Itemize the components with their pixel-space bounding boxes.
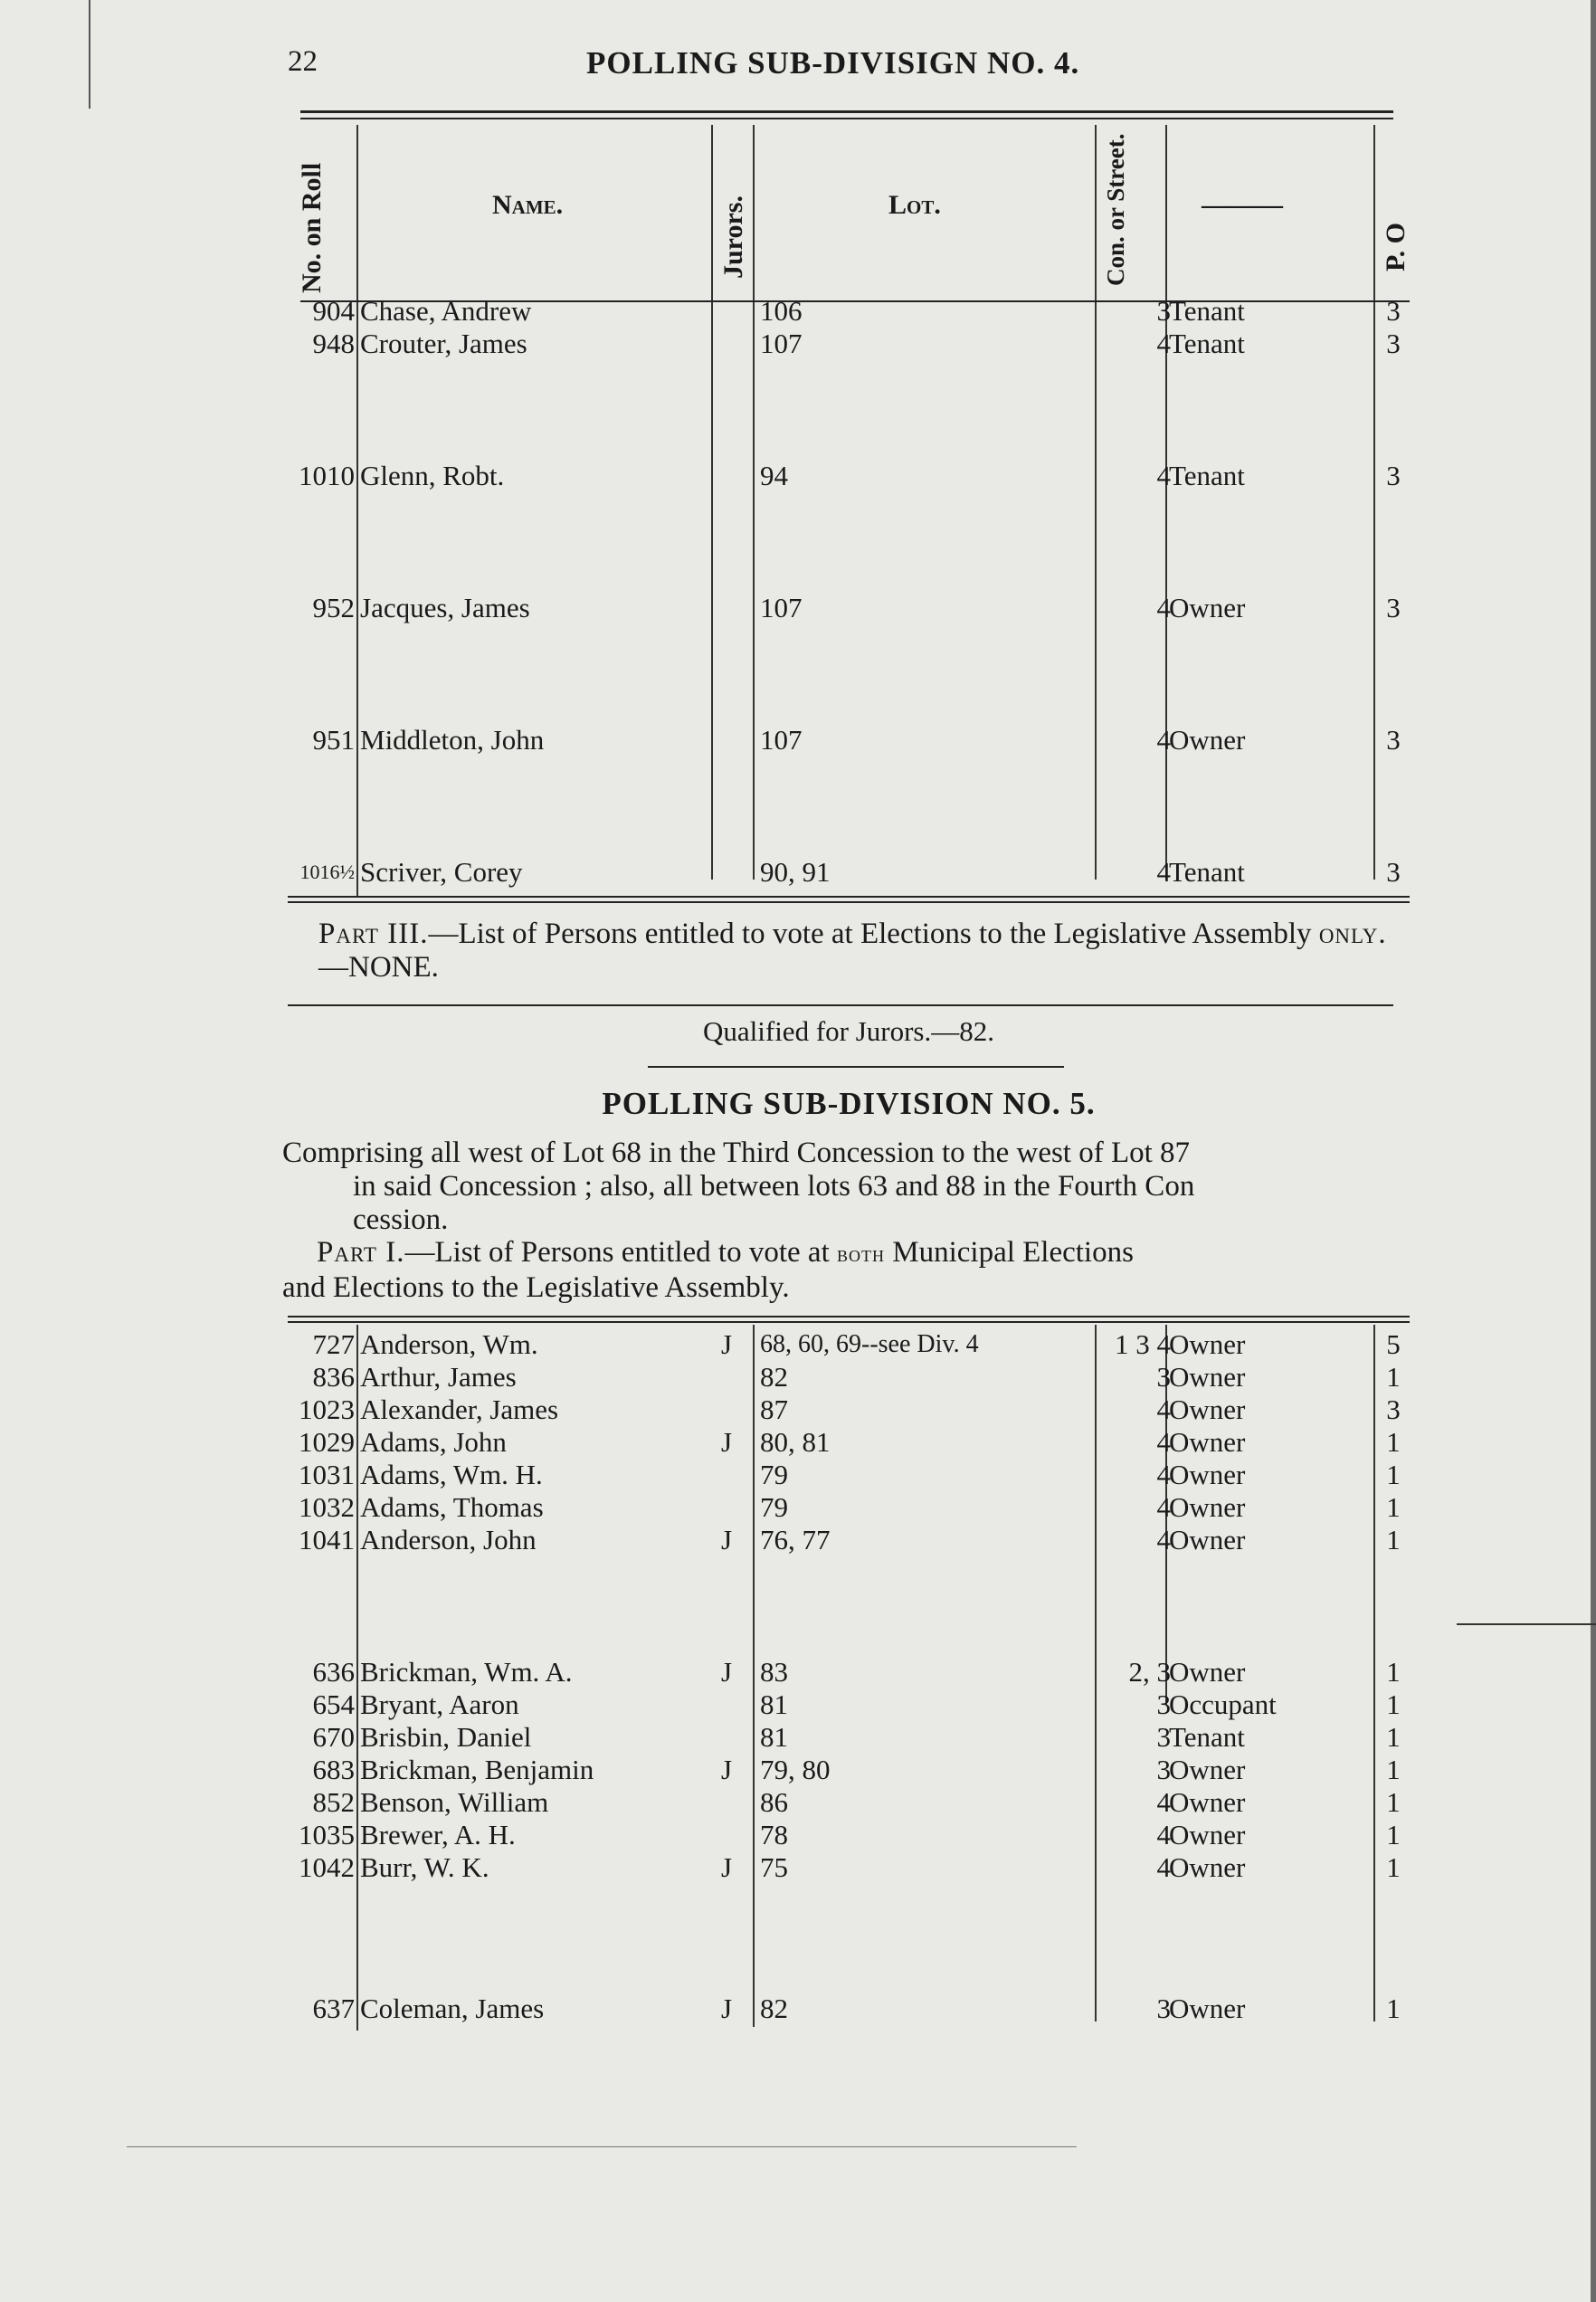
part-one-text: —List of Persons entitled to vote at: [404, 1236, 830, 1269]
lot-number: 80, 81: [760, 1426, 831, 1458]
post-office: 3: [1386, 724, 1401, 756]
comprising-paragraph: [282, 1137, 1409, 1237]
concession: 4: [1156, 1491, 1171, 1523]
page-edge: [1591, 0, 1596, 2302]
voter-name: Benson, William: [360, 1786, 549, 1818]
table-row: [288, 1754, 1410, 1786]
header-jurors: Jurors.: [718, 195, 748, 279]
juror-mark: J: [720, 1656, 733, 1688]
roll-number: 1041: [299, 1524, 355, 1555]
column-divider: [1373, 125, 1375, 880]
tenure-status: Tenant: [1169, 460, 1245, 491]
post-office: 3: [1386, 295, 1401, 327]
post-office: 1: [1386, 1426, 1401, 1458]
lot-number: 79, 80: [760, 1754, 831, 1785]
concession: 4: [1156, 460, 1171, 491]
part-one-line: and Elections to the Legislative Assembly.: [282, 1271, 790, 1304]
post-office: 3: [1386, 460, 1401, 491]
bottom-bleed-line: [127, 2146, 1077, 2147]
roll-number: 948: [312, 328, 355, 359]
voter-name: Middleton, John: [360, 724, 545, 756]
post-office: 1: [1386, 1361, 1401, 1393]
roll-number: 836: [312, 1361, 355, 1393]
roll-number: 1029: [299, 1426, 355, 1458]
lot-number: 81: [760, 1721, 788, 1753]
concession: 4: [1156, 1524, 1171, 1555]
lot-number: 94: [760, 460, 788, 491]
page-number: 22: [288, 45, 318, 78]
voter-name: Arthur, James: [360, 1361, 517, 1393]
voter-name: Brickman, Wm. A.: [360, 1656, 573, 1688]
comprising-line: cession.: [353, 1203, 449, 1236]
roll-number: 1032: [299, 1491, 355, 1523]
concession: 4: [1156, 1851, 1171, 1883]
subdivision-five-title: POLLING SUB-DIVISION NO. 5.: [602, 1086, 1096, 1121]
post-office: 3: [1386, 1394, 1401, 1425]
post-office: 3: [1386, 592, 1401, 623]
lot-number: 87: [760, 1394, 788, 1425]
voter-name: Brewer, A. H.: [360, 1819, 516, 1850]
page-edge-mark: [89, 0, 90, 109]
comprising-line: in said Concession ; also, all between lots 63 and 88 in the Fourth Con: [353, 1170, 1195, 1203]
voter-name: Scriver, Corey: [360, 856, 523, 888]
voter-name: Anderson, John: [360, 1524, 537, 1555]
tenure-status: Owner: [1169, 1656, 1246, 1688]
table-row: [288, 592, 1410, 624]
concession: 3: [1156, 295, 1171, 327]
roll-number: 683: [312, 1754, 355, 1785]
voter-name: Adams, Wm. H.: [360, 1459, 543, 1490]
concession: 3: [1156, 1688, 1171, 1720]
table-row: [288, 295, 1410, 328]
concession: 4: [1156, 328, 1171, 359]
tenure-status: Owner: [1169, 1491, 1246, 1523]
table-row: [288, 1524, 1410, 1556]
post-office: 1: [1386, 1786, 1401, 1818]
roll-number: 654: [312, 1688, 355, 1720]
voters-table-division-5: [288, 1325, 1410, 2031]
table-row: [288, 1688, 1410, 1721]
lot-number: 90, 91: [760, 856, 831, 888]
voter-name: Alexander, James: [360, 1394, 559, 1425]
concession: 4: [1156, 724, 1171, 756]
voter-name: Glenn, Robt.: [360, 460, 505, 491]
post-office: 3: [1386, 328, 1401, 359]
post-office: 1: [1386, 1524, 1401, 1555]
tenure-status: Owner: [1169, 1819, 1246, 1850]
short-rule: [648, 1066, 1064, 1068]
tenure-status: Owner: [1169, 1786, 1246, 1818]
column-divider: [356, 125, 358, 896]
comprising-line: Comprising all west of Lot 68 in the Third Concession to the west of Lot 87: [282, 1137, 1191, 1169]
concession: 2, 3: [1128, 1656, 1171, 1688]
voter-name: Adams, Thomas: [360, 1491, 544, 1523]
lot-number: 68, 60, 69--see Div. 4: [760, 1330, 979, 1358]
concession: 3: [1156, 1754, 1171, 1785]
lot-number: 82: [760, 1993, 788, 2024]
concession: 4: [1156, 1426, 1171, 1458]
part-one-label: Part I.: [317, 1236, 405, 1269]
concession: 4: [1156, 856, 1171, 888]
voter-name: Crouter, James: [360, 328, 527, 359]
tenure-status: Owner: [1169, 1394, 1246, 1425]
concession: 4: [1156, 1394, 1171, 1425]
lot-number: 107: [760, 592, 803, 623]
roll-number: 1042: [299, 1851, 355, 1883]
part-one-paragraph: [282, 1236, 1409, 1305]
table-row: [288, 1361, 1410, 1394]
lot-number: 106: [760, 295, 803, 327]
roll-number: 1010: [299, 460, 355, 491]
concession: 4: [1156, 1819, 1171, 1850]
roll-number: 904: [312, 295, 355, 327]
table-row: [288, 1851, 1410, 1884]
post-office: 1: [1386, 1993, 1401, 2024]
table-top-rule: [288, 1321, 1410, 1323]
part-three-label: Part III.: [318, 918, 429, 950]
juror-mark: J: [720, 1524, 733, 1555]
roll-number: 636: [312, 1656, 355, 1688]
lot-number: 107: [760, 328, 803, 359]
voter-name: Chase, Andrew: [360, 295, 532, 327]
lot-number: 75: [760, 1851, 788, 1883]
roll-number: 670: [312, 1721, 355, 1753]
table-row: [288, 1819, 1410, 1851]
tenure-status: Owner: [1169, 724, 1246, 756]
header-rule: [300, 118, 1393, 119]
header-con-street: Con. or Street.: [1102, 133, 1129, 286]
post-office: 1: [1386, 1721, 1401, 1753]
concession: 4: [1156, 1459, 1171, 1490]
table-row: [288, 1721, 1410, 1754]
part-three-paragraph: [318, 918, 1409, 985]
concession: 3: [1156, 1721, 1171, 1753]
table-row: [288, 1993, 1410, 2025]
header-po: P. O: [1381, 223, 1411, 271]
concession: 1 3 4: [1115, 1328, 1171, 1360]
tenure-status: Occupant: [1169, 1688, 1277, 1720]
table-row: [288, 856, 1410, 889]
table-row: [288, 460, 1410, 492]
lot-number: 76, 77: [760, 1524, 831, 1555]
tenure-status: Owner: [1169, 1993, 1246, 2024]
part-one-both: both: [837, 1242, 885, 1267]
post-office: 5: [1386, 1328, 1401, 1360]
roll-number: 1016½: [299, 861, 355, 883]
header-dash: ———: [1202, 190, 1283, 220]
tenure-status: Owner: [1169, 1328, 1246, 1360]
column-divider: [1095, 125, 1097, 880]
tenure-status: Tenant: [1169, 1721, 1245, 1753]
table-row: [288, 1328, 1410, 1361]
concession: 3: [1156, 1993, 1171, 2024]
post-office: 1: [1386, 1491, 1401, 1523]
header-lot: Lot.: [888, 190, 941, 220]
voter-name: Anderson, Wm.: [360, 1328, 538, 1360]
table-bottom-rule: [288, 901, 1410, 903]
voter-name: Burr, W. K.: [360, 1851, 489, 1883]
lot-number: 79: [760, 1491, 788, 1523]
voter-name: Brisbin, Daniel: [360, 1721, 532, 1753]
roll-number: 1023: [299, 1394, 355, 1425]
column-divider: [1165, 125, 1167, 880]
roll-number: 952: [312, 592, 355, 623]
juror-mark: J: [720, 1754, 733, 1785]
juror-mark: J: [720, 1328, 733, 1360]
table-row: [288, 1491, 1410, 1524]
post-office: 3: [1386, 856, 1401, 888]
margin-mark: [1457, 1623, 1596, 1625]
column-divider: [711, 125, 713, 880]
table-bottom-rule: [288, 896, 1410, 898]
roll-number: 727: [312, 1328, 355, 1360]
tenure-status: Owner: [1169, 1524, 1246, 1555]
juror-mark: J: [720, 1851, 733, 1883]
header-roll: No. on Roll: [297, 162, 327, 293]
post-office: 1: [1386, 1688, 1401, 1720]
part-one-text: Municipal Elections: [892, 1236, 1134, 1269]
running-head: [288, 45, 1401, 90]
roll-number: 951: [312, 724, 355, 756]
lot-number: 82: [760, 1361, 788, 1393]
tenure-status: Owner: [1169, 1851, 1246, 1883]
lot-number: 83: [760, 1656, 788, 1688]
concession: 4: [1156, 1786, 1171, 1818]
tenure-status: Owner: [1169, 1426, 1246, 1458]
roll-number: 1031: [299, 1459, 355, 1490]
lot-number: 81: [760, 1688, 788, 1720]
tenure-status: Owner: [1169, 592, 1246, 623]
lot-number: 86: [760, 1786, 788, 1818]
lot-number: 107: [760, 724, 803, 756]
tenure-status: Tenant: [1169, 856, 1245, 888]
post-office: 1: [1386, 1819, 1401, 1850]
part-three-text: —List of Persons entitled to vote at Elections to the Legislative Assembly: [428, 918, 1312, 950]
table-row: [288, 1786, 1410, 1819]
tenure-status: Owner: [1169, 1754, 1246, 1785]
voter-name: Jacques, James: [360, 592, 530, 623]
qualified-jurors-note: Qualified for Jurors.—82.: [703, 1015, 994, 1047]
section-rule: [288, 1004, 1393, 1006]
roll-number: 852: [312, 1786, 355, 1818]
voters-table-division-4: [288, 125, 1410, 903]
juror-mark: J: [720, 1426, 733, 1458]
post-office: 1: [1386, 1851, 1401, 1883]
table-row: [288, 724, 1410, 756]
concession: 3: [1156, 1361, 1171, 1393]
post-office: 1: [1386, 1459, 1401, 1490]
voter-name: Bryant, Aaron: [360, 1688, 519, 1720]
lot-number: 78: [760, 1819, 788, 1850]
table-row: [288, 1459, 1410, 1491]
lot-number: 79: [760, 1459, 788, 1490]
table-row: [288, 1394, 1410, 1426]
juror-mark: J: [720, 1993, 733, 2024]
table-row: [288, 328, 1410, 360]
part-three-only: only: [1318, 918, 1379, 950]
voter-name: Adams, John: [360, 1426, 507, 1458]
table-top-rule: [288, 1316, 1410, 1317]
table-row: [288, 1656, 1410, 1688]
roll-number: 637: [312, 1993, 355, 2024]
table-row: [288, 1426, 1410, 1459]
voter-name: Brickman, Benjamin: [360, 1754, 594, 1785]
tenure-status: Owner: [1169, 1459, 1246, 1490]
column-divider: [753, 125, 755, 880]
post-office: 1: [1386, 1754, 1401, 1785]
header-rule: [300, 110, 1393, 113]
roll-number: 1035: [299, 1819, 355, 1850]
running-title: POLLING SUB-DIVISIGN NO. 4.: [586, 45, 1080, 81]
tenure-status: Tenant: [1169, 328, 1245, 359]
header-name: Name.: [492, 190, 564, 220]
voter-name: Coleman, James: [360, 1993, 545, 2024]
post-office: 1: [1386, 1656, 1401, 1688]
concession: 4: [1156, 592, 1171, 623]
tenure-status: Tenant: [1169, 295, 1245, 327]
tenure-status: Owner: [1169, 1361, 1246, 1393]
part-three-end: .—NONE.: [318, 918, 1386, 984]
